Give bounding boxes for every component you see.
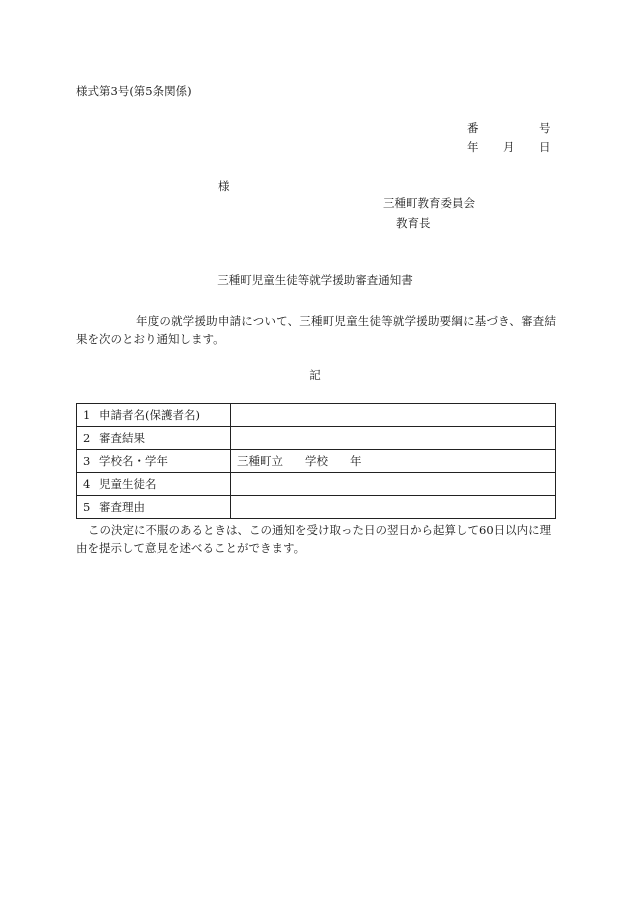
- addressee-honorific: 様: [218, 179, 230, 193]
- row-label: 児童生徒名: [99, 477, 157, 491]
- form-number: 様式第3号(第5条関係): [76, 84, 192, 98]
- row-value-cell: [231, 496, 556, 519]
- table-row: [77, 473, 556, 496]
- body-paragraph: 年度の就学援助申請について、三種町児童生徒等就学援助要綱に基づき、審査結果を次のとおり通知します。: [76, 314, 556, 346]
- row-label-cell: [77, 427, 231, 450]
- row-number: 2: [83, 431, 91, 445]
- row-number: 1: [83, 408, 91, 422]
- row-label-cell: [77, 404, 231, 427]
- date-year-label: 年: [467, 140, 479, 154]
- row-label: 審査理由: [99, 500, 145, 514]
- row-number: 4: [83, 477, 91, 491]
- row-number: 3: [83, 454, 91, 468]
- school-prefix: 三種町立: [237, 454, 283, 468]
- info-table: [76, 403, 556, 519]
- row-value-cell: [231, 427, 556, 450]
- table-row: [77, 427, 556, 450]
- number-label-ban: 番: [467, 121, 479, 135]
- table-row: [77, 496, 556, 519]
- row-label: 申請者名(保護者名): [99, 408, 200, 422]
- row-label-cell: [77, 496, 231, 519]
- ki-heading: 記: [309, 368, 321, 382]
- number-label-go: 号: [539, 121, 551, 135]
- grade-suffix: 年: [350, 454, 362, 468]
- row-label-cell: [77, 473, 231, 496]
- row-number: 5: [83, 500, 91, 514]
- issuer-title: 教育長: [396, 216, 431, 230]
- row-label-cell: [77, 450, 231, 473]
- row-label: 審査結果: [99, 431, 145, 445]
- table-row: [77, 404, 556, 427]
- school-suffix: 学校: [305, 454, 328, 468]
- table-row: [77, 450, 556, 473]
- row-value-cell: [231, 473, 556, 496]
- date-month-label: 月: [503, 140, 515, 154]
- row-value-cell: [231, 404, 556, 427]
- date-day-label: 日: [539, 140, 551, 154]
- note-paragraph: この決定に不服のあるときは、この通知を受け取った日の翌日から起算して60日以内に理由を提示して意見を述べることができます。: [76, 523, 552, 555]
- issuer-organization: 三種町教育委員会: [383, 196, 475, 210]
- row-value-cell: [231, 450, 556, 473]
- row-label: 学校名・学年: [99, 454, 168, 468]
- document-title: 三種町児童生徒等就学援助審査通知書: [217, 273, 413, 287]
